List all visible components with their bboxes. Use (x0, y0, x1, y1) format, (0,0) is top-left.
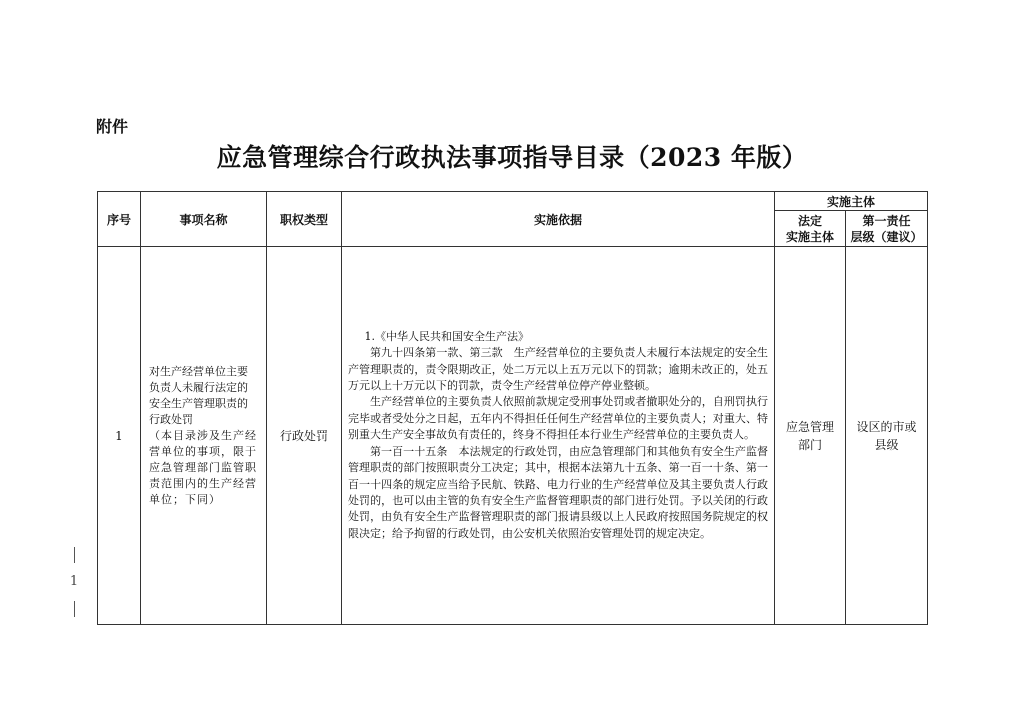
page-number-dash-bottom (74, 601, 75, 617)
row-legal-subject-text: 应急管理部门 (785, 419, 834, 452)
header-seq: 序号 (98, 192, 141, 247)
header-subject-group: 实施主体 (775, 192, 928, 211)
header-level-line1: 第一责任 (862, 213, 911, 228)
row-basis (342, 247, 775, 625)
row-power-type: 行政处罚 (267, 247, 342, 625)
row-level (846, 247, 928, 625)
header-legal-subject (775, 211, 846, 247)
page-title: 应急管理综合行政执法事项指导目录（2023 年版） (216, 143, 808, 172)
basis-paragraph: 第九十四条第一款、第三款 生产经营单位的主要负责人未履行本法规定的安全生产管理职责的，责令限期改正，处二万元以上五万元以下的罚款；逾期未改正的，处五万元以上十万元以下的罚款，责令生产经营单位停产停业整顿。 (348, 346, 768, 393)
catalog-table (97, 191, 928, 625)
header-legal-subject-line2: 实施主体 (785, 229, 834, 244)
header-name: 事项名称 (141, 192, 267, 247)
row-legal-subject (775, 247, 846, 625)
page-number (64, 547, 84, 617)
row-item-name-text: 对生产经营单位主要负责人未履行法定的安全生产管理职责的行政处罚 (149, 364, 248, 426)
attachment-label: 附件 (96, 117, 129, 136)
header-basis: 实施依据 (342, 192, 775, 247)
page-number-text: 1 (69, 574, 79, 589)
basis-paragraph: 第一百一十五条 本法规定的行政处罚，由应急管理部门和其他负有安全生产监督管理职责的部门按照职责分工决定；其中，根据本法第九十五条、第一百一十条、第一百一十四条的规定应当给予民航、铁路、电力行业的生产经营单位及其主要负责人行政处罚的，也可以由主管的负有安全生产监督管理职责的部门进行处罚。予以关闭的行政处罚，由负有安全生产监督管理职责的部门报请县级以上人民政府按照国务院规定的权限决定；给予拘留的行政处罚，由公安机关依照治安管理处罚的规定决定。 (348, 444, 768, 540)
page-number-dash-top (74, 547, 75, 563)
row-item-name-note: （本目录涉及生产经营单位的事项，限于应急管理部门监管职责范围内的生产经营单位；下同） (149, 428, 257, 506)
header-legal-subject-line1: 法定 (797, 213, 822, 228)
basis-law-title: 1.《中华人民共和国安全生产法》 (364, 329, 529, 343)
row-seq: 1 (98, 247, 141, 625)
header-level (846, 211, 928, 247)
table-header-row (98, 192, 928, 211)
table-row (98, 247, 928, 625)
header-power-type: 职权类型 (267, 192, 342, 247)
header-level-line2: 层级（建议） (850, 229, 923, 244)
row-level-text: 设区的市或县级 (856, 419, 917, 452)
basis-paragraph: 生产经营单位的主要负责人依照前款规定受刑事处罚或者撤职处分的，自刑罚执行完毕或者受处分之日起，五年内不得担任任何生产经营单位的主要负责人；对重大、特别重大生产安全事故负有责任的，终身不得担任本行业生产经营单位的主要负责人。 (348, 395, 768, 442)
row-item-name (141, 247, 267, 625)
